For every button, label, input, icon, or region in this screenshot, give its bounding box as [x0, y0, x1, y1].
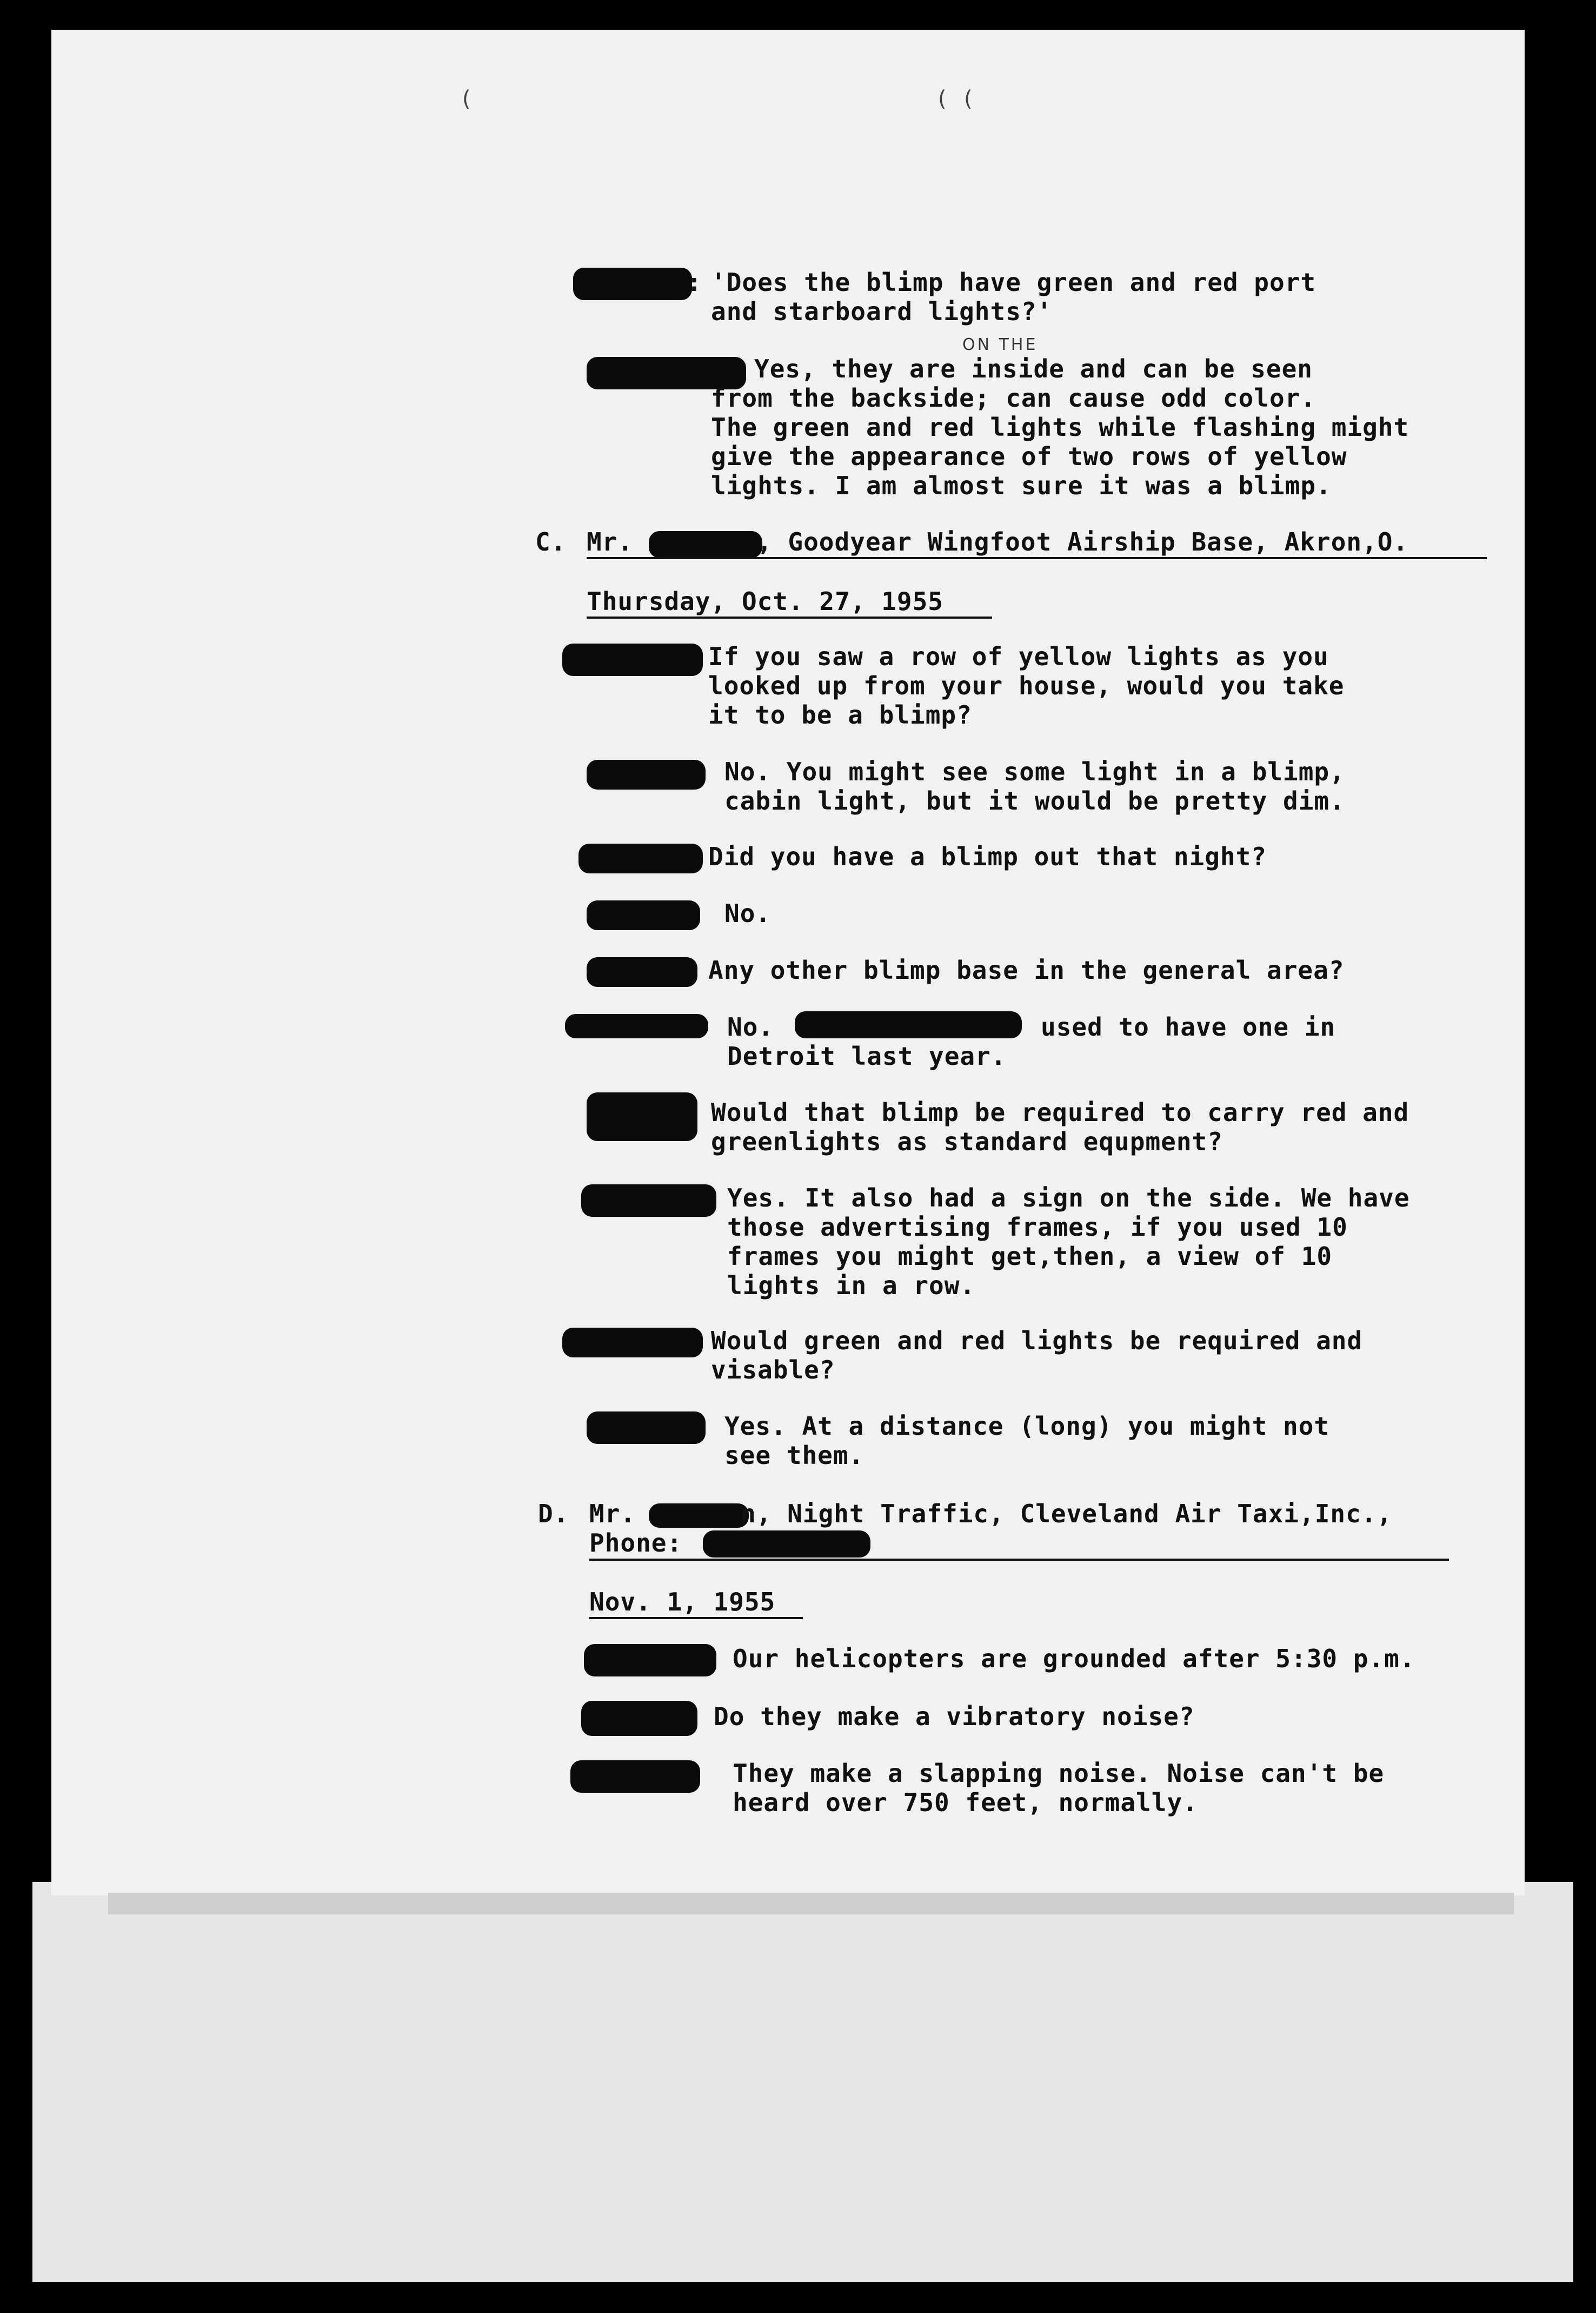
- redaction: [581, 1701, 697, 1736]
- entry-a1-line: lights. I am almost sure it was a blimp.: [711, 471, 1332, 500]
- section-c-label: C.: [535, 527, 567, 556]
- section-c-heading-rest: , Goodyear Wingfoot Airship Base, Akron,O.: [757, 527, 1409, 556]
- underline: [587, 557, 1487, 559]
- entry-q1-line: 'Does the blimp have green and red port: [711, 268, 1316, 297]
- film-margin: [32, 1882, 1573, 2282]
- qa-line: No.: [724, 899, 772, 928]
- underline: [589, 1559, 1449, 1561]
- qa-line: frames you might get,then, a view of 10: [727, 1242, 1333, 1271]
- qa-line: Yes. At a distance (long) you might not: [724, 1411, 1330, 1441]
- entry-a1-line: The green and red lights while flashing might: [711, 413, 1409, 442]
- redaction: [587, 760, 706, 790]
- redaction: [587, 1092, 697, 1141]
- redaction: [578, 844, 703, 873]
- redaction: [562, 1328, 703, 1357]
- redaction: [562, 644, 703, 676]
- qa-line: greenlights as standard equpment?: [711, 1127, 1223, 1156]
- underline: [589, 1617, 803, 1619]
- entry-a1-line: give the appearance of two rows of yellow: [711, 442, 1347, 471]
- redaction: [565, 1014, 708, 1038]
- redaction: [587, 1411, 706, 1444]
- page-shadow: [108, 1893, 1514, 1914]
- qa-line: Do they make a vibratory noise?: [714, 1702, 1195, 1731]
- section-d-phone-label: Phone:: [589, 1528, 683, 1558]
- entry-q1-line: and starboard lights?': [711, 297, 1053, 326]
- section-d-date: Nov. 1, 1955: [589, 1587, 776, 1616]
- redaction: [587, 957, 697, 987]
- qa-line: Detroit last year.: [727, 1042, 1007, 1071]
- qa-line: If you saw a row of yellow lights as you: [708, 642, 1329, 671]
- qa-line: Our helicopters are grounded after 5:30 p.m.: [733, 1644, 1415, 1673]
- section-d-heading-rest: n, Night Traffic, Cleveland Air Taxi,Inc.,: [741, 1499, 1393, 1528]
- handwritten-insert: ON THE: [962, 335, 1038, 354]
- qa-line: Any other blimp base in the general area?: [708, 956, 1345, 985]
- qa-line: Did you have a blimp out that night?: [708, 842, 1267, 871]
- redaction: [649, 1503, 749, 1528]
- qa-line: heard over 750 feet, normally.: [733, 1788, 1198, 1817]
- section-c-date: Thursday, Oct. 27, 1955: [587, 587, 943, 616]
- qa-line: They make a slapping noise. Noise can't be: [733, 1759, 1385, 1788]
- redaction: [584, 1644, 716, 1676]
- qa-line: No. You might see some light in a blimp,: [724, 757, 1345, 786]
- entry-a1-line: Yes, they are inside and can be seen: [754, 354, 1313, 383]
- qa-line: Would that blimp be required to carry red and: [711, 1098, 1409, 1127]
- qa-line: looked up from your house, would you take: [708, 671, 1345, 700]
- qa-line: used to have one in: [1041, 1012, 1336, 1042]
- entry-a1-line: from the backside; can cause odd color.: [711, 383, 1316, 413]
- redaction: [587, 900, 700, 930]
- speck-mark: ( (: [935, 87, 975, 111]
- qa-line: those advertising frames, if you used 10: [727, 1212, 1348, 1242]
- qa-line: No.: [727, 1012, 774, 1042]
- speck-mark: (: [460, 87, 473, 111]
- redaction: [573, 268, 692, 300]
- qa-line: lights in a row.: [727, 1271, 976, 1300]
- redaction: [703, 1530, 870, 1558]
- underline: [587, 617, 992, 619]
- qa-line: Yes. It also had a sign on the side. We have: [727, 1183, 1410, 1212]
- redaction: [649, 531, 762, 558]
- redaction: [570, 1760, 700, 1793]
- qa-line: cabin light, but it would be pretty dim.: [724, 786, 1345, 816]
- qa-line: visable?: [711, 1355, 835, 1384]
- section-c-heading: Mr.: [587, 527, 634, 556]
- qa-line: see them.: [724, 1441, 864, 1470]
- entry-q1-line: :: [687, 268, 702, 297]
- redaction: [581, 1184, 716, 1217]
- redaction: [795, 1011, 1022, 1038]
- section-d-heading: Mr.: [589, 1499, 636, 1528]
- section-d-label: D.: [538, 1499, 569, 1528]
- qa-line: it to be a blimp?: [708, 700, 972, 730]
- qa-line: Would green and red lights be required and: [711, 1326, 1363, 1355]
